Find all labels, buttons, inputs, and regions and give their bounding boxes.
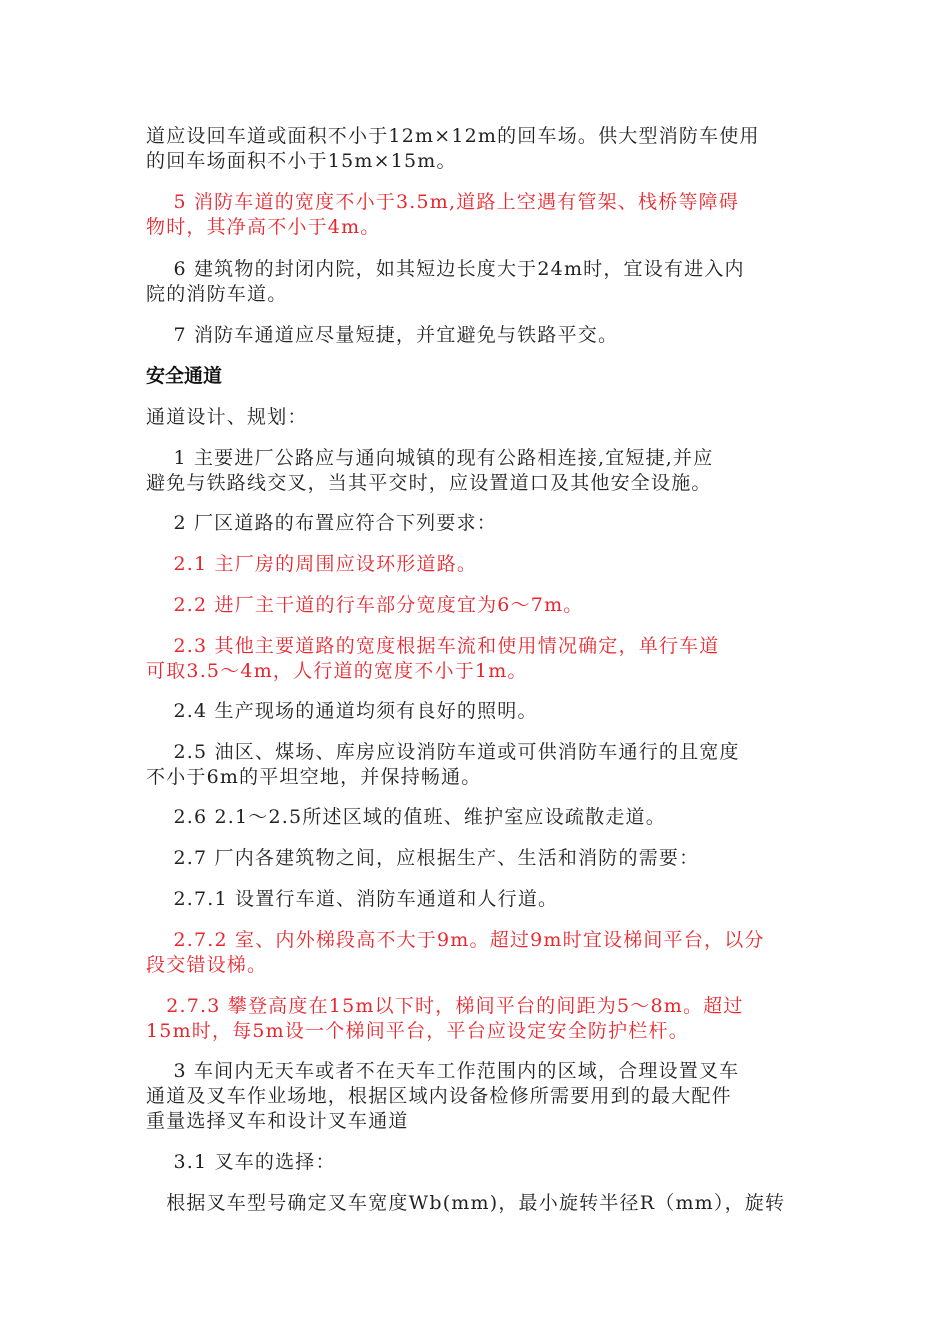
text-line: 重量选择叉车和设计叉车通道 bbox=[146, 1110, 409, 1132]
text-line: 2.1 主厂房的周围应设环形道路。 bbox=[146, 553, 478, 575]
text-line: 2.4 生产现场的通道均须有良好的照明。 bbox=[146, 700, 538, 722]
text-line: 2.7.2 室、内外梯段高不大于9m。超过9m时宜设梯间平台，以分 bbox=[146, 929, 765, 951]
paragraph-item-2-3 bbox=[146, 634, 806, 684]
text-line: 段交错设梯。 bbox=[146, 954, 268, 976]
paragraph-item-1 bbox=[146, 446, 806, 496]
paragraph-item-2-7-2 bbox=[146, 928, 806, 978]
text-line: 6 建筑物的封闭内院，如其短边长度大于24m时，宜设有进入内 bbox=[146, 258, 745, 280]
text-line: 7 消防车通道应尽量短捷，并宜避免与铁路平交。 bbox=[146, 324, 619, 346]
text-line: 物时，其净高不小于4m。 bbox=[146, 216, 381, 238]
paragraph-item-3-1 bbox=[146, 1150, 806, 1175]
text-line: 2.2 进厂主干道的行车部分宽度宜为6～7m。 bbox=[146, 594, 584, 616]
text-line: 3.1 叉车的选择： bbox=[146, 1151, 336, 1173]
text-line: 5 消防车道的宽度不小于3.5m,道路上空遇有管架、栈桥等障碍 bbox=[146, 191, 740, 213]
text-line: 3 车间内无天车或者不在天车工作范围内的区域，合理设置叉车 bbox=[146, 1060, 740, 1082]
text-line: 15m时，每5m设一个梯间平台，平台应设定安全防护栏杆。 bbox=[146, 1020, 689, 1042]
text-line: 2.6 2.1～2.5所述区域的值班、维护室应设疏散走道。 bbox=[146, 806, 666, 828]
text-line: 通道设计、规划： bbox=[146, 406, 308, 428]
paragraph-item-3 bbox=[146, 1059, 806, 1134]
paragraph-item-2-4 bbox=[146, 699, 806, 724]
paragraph-item-2-2 bbox=[146, 593, 806, 618]
text-line: 根据叉车型号确定叉车宽度Wb(mm)，最小旋转半径R（mm），旋转 bbox=[146, 1192, 786, 1214]
paragraph-item-2-7 bbox=[146, 846, 806, 871]
text-line: 2.7.1 设置行车道、消防车通道和人行道。 bbox=[146, 888, 559, 910]
text-line: 2 厂区道路的布置应符合下列要求： bbox=[146, 512, 497, 534]
paragraph-item-2-1 bbox=[146, 552, 806, 577]
paragraph-item-7 bbox=[146, 323, 806, 348]
paragraph-item-2-5 bbox=[146, 740, 806, 790]
text-line: 2.7.3 攀登高度在15m以下时，梯间平台的间距为5～8m。超过 bbox=[146, 995, 744, 1017]
paragraph-intro bbox=[146, 405, 806, 430]
paragraph-item-2-6 bbox=[146, 805, 806, 830]
text-line: 1 主要进厂公路应与通向城镇的现有公路相连接,宜短捷,并应 bbox=[146, 447, 714, 469]
paragraph-item-2 bbox=[146, 511, 806, 536]
paragraph-item-6 bbox=[146, 257, 806, 307]
text-line: 可取3.5～4m，人行道的宽度不小于1m。 bbox=[146, 660, 528, 682]
text-line: 道应设回车道或面积不小于12m×12m的回车场。供大型消防车使用 bbox=[146, 125, 760, 147]
paragraph-item-5 bbox=[146, 190, 806, 240]
text-line: 通道及叉车作业场地，根据区域内设备检修所需要用到的最大配件 bbox=[146, 1085, 732, 1107]
text-line: 不小于6m的平坦空地，并保持畅通。 bbox=[146, 766, 482, 788]
paragraph-item-2-7-3 bbox=[146, 994, 806, 1044]
text-line: 2.3 其他主要道路的宽度根据车流和使用情况确定，单行车道 bbox=[146, 635, 720, 657]
text-line: 2.5 油区、煤场、库房应设消防车道或可供消防车通行的且宽度 bbox=[146, 741, 740, 763]
paragraph-item-2-7-1 bbox=[146, 887, 806, 912]
paragraph-forklift-width bbox=[146, 1191, 806, 1216]
text-line: 避免与铁路线交叉，当其平交时，应设置道口及其他安全设施。 bbox=[146, 472, 712, 494]
text-line: 2.7 厂内各建筑物之间，应根据生产、生活和消防的需要： bbox=[146, 847, 700, 869]
text-line: 院的消防车道。 bbox=[146, 283, 288, 305]
section-heading bbox=[146, 364, 806, 389]
text-line: 的回车场面积不小于15m×15m。 bbox=[146, 150, 457, 172]
section-title: 安全通道 bbox=[146, 365, 223, 387]
paragraph-turnaround bbox=[146, 124, 806, 174]
